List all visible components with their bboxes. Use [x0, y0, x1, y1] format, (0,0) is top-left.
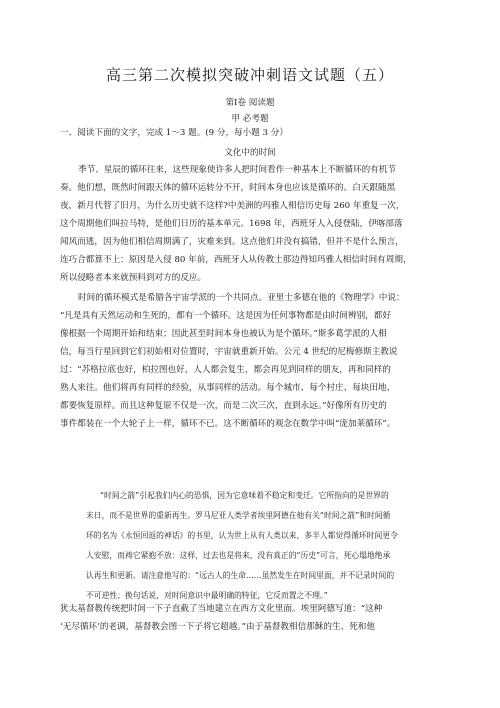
quoted-passage-line: 认再生和更新。请注意他写的：“远古人的生命……虽然发生在时间里面，并不记录时间的 — [86, 571, 395, 580]
body-line: 事件都装在一个大轮子上一样，循环不已。这不断循环的观念在数学中叫“庞加莱循环”。 — [60, 419, 396, 429]
body-line: 都要恢复原样。而且这种复原不仅是一次，而是二次三次，直到永远。”好像所有历史的 — [60, 401, 387, 411]
body-line: ‘无尽循环’的老调，基督教会图一下子将它超越。”由于基督教相信那稣的生、死和他 — [60, 622, 375, 632]
body-line: 季节、星辰的循环往来，这些现象使许多人把时间看作一种基本上不断循环的有机节 — [78, 165, 396, 175]
quoted-passage-line: “时间之箭”引起我们内心的恐惧，因为它意味着不稳定和变迁。它所指向的是世界的 — [100, 491, 389, 500]
body-line: 时间的循环模式是希腊各宇宙学派的一个共同点。亚里士多德在他的《物理学》中说： — [78, 293, 405, 303]
page-title: 高三第二次模拟突破冲刺语文试题（五） — [105, 66, 394, 84]
body-line: 这个周期他们叫拉马特，是他们日历的基本单元。1698 年，西班牙人入侵登陆，伊喀部落 — [60, 219, 403, 229]
body-line: 奏。他们想，既然时间跟天体的循环运转分不开，时间本身也应该是循环的。白天跟随黑 — [60, 183, 396, 193]
article-title: 文化中的时间 — [224, 148, 276, 158]
question-instruction: 一、阅读下面的文字，完成 1～3 题。(9 分，每小题 3 分） — [60, 128, 288, 138]
body-line: 像根据一个周期开始和结束；因此甚至时间本身也被认为是个循环。”斯多葛学派的人相 — [60, 329, 387, 339]
body-line: 犹太基督教传统把时间一下子直截了当地建立在西方文化里面。埃里阿德写道：“这种 — [60, 604, 383, 614]
subsection-heading: 甲 必考题 — [231, 114, 269, 124]
body-line: 闻风而逃，因为他们相信周期满了，灾难来到。这点他们并没有搞错，但并不是什么预言， — [60, 237, 404, 247]
quoted-passage-line: 人安慰，而祷它紧抱不放：这样，过去也是将来，没有真正的“历史”可言，死心塌地绝承 — [86, 551, 391, 560]
body-line: 过：“苏格拉底也好，柏拉图也好，人人都会复生，都会再见到同样的朋友，再和同样的 — [60, 365, 391, 375]
section-heading: 第Ⅰ卷 阅读题 — [225, 98, 275, 108]
body-line: 所以侵略者本来就预料到对方的反应。 — [60, 273, 207, 283]
quoted-passage-line: 不可逆性；换句话说，对时间意识中最明确的特征，它反而置之不理。” — [86, 591, 328, 600]
quoted-passage-line: 环的名为《永恒回返的神话》的书里，认为世上从有人类以来，多半人都觉得循环时间更令 — [86, 531, 398, 540]
body-line: 连巧合都算不上：原因是入侵 80 年前，西班牙人从传教士那边得知玛雅人相信时间有周期， — [60, 255, 412, 265]
quoted-passage-line: 末日，而不是世界的重新再生。罗马尼亚人类学者埃里阿德在他有关“时间之箭”和时间循 — [86, 511, 391, 520]
body-line: “凡是具有天然运动和生死的，都有一个循环。这是因为任何事物都是由时间辨别，都好 — [60, 311, 391, 321]
body-line: 熟人来往。他们将再有同样的经验，从事同样的活动。每个城市、每个村庄、每块田地、 — [60, 383, 396, 393]
body-line: 夜，新月代替了旧月，为什么历史就不这样?中美洲的玛雅人相信历史每 260 年重复一次， — [60, 201, 405, 211]
body-line: 信，每当行星回到它们初始相对位置时，宇宙就重新开始。公元 4 世纪的尼梅修斯主教说 — [60, 347, 398, 357]
